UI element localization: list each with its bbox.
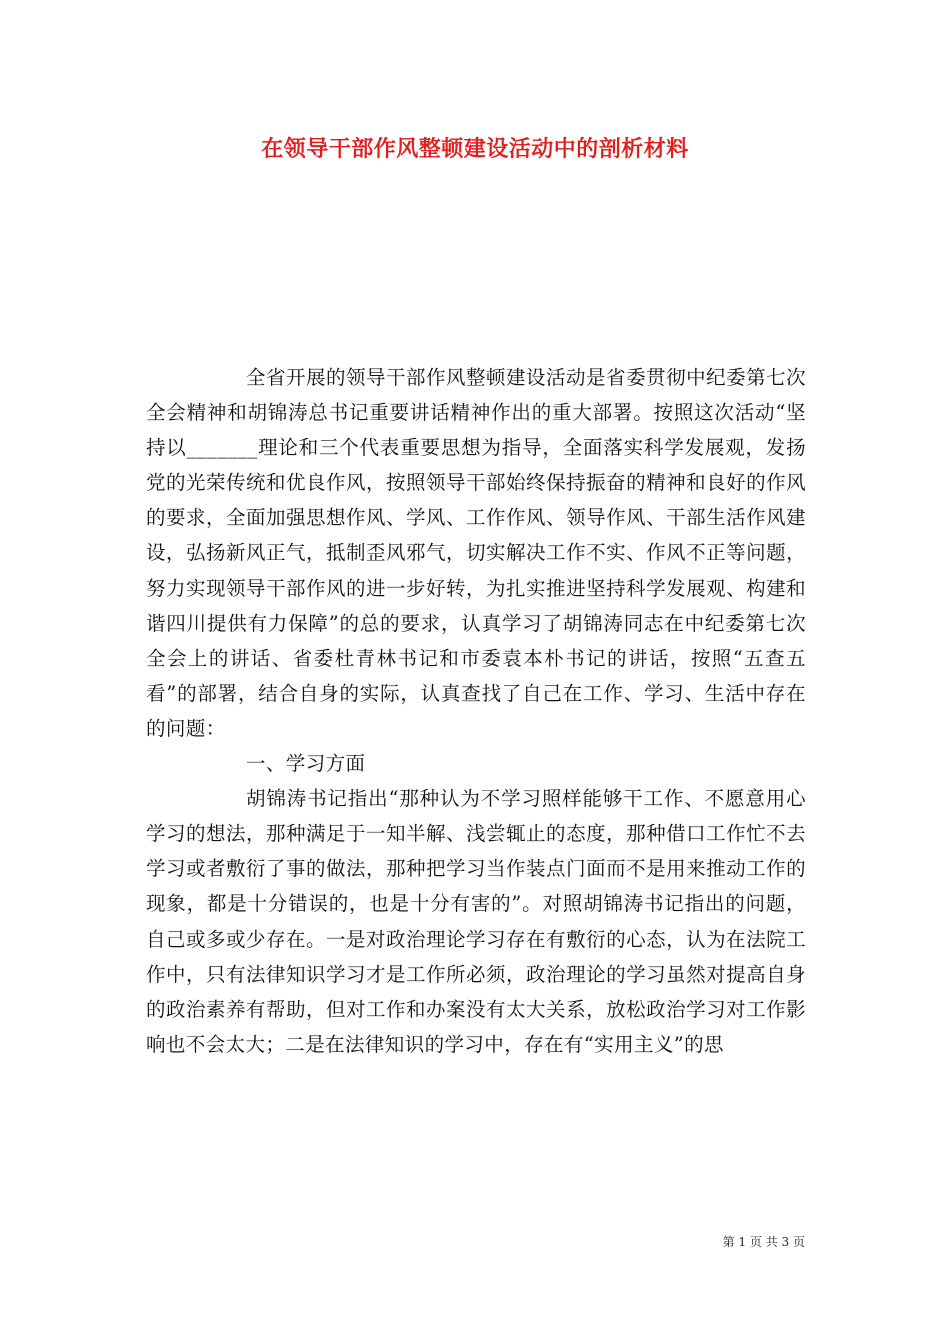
page-number: 第 1 页 共 3 页 [722,1235,805,1249]
study-paragraph: 胡锦涛书记指出“那种认为不学习照样能够干工作、不愿意用心学习的想法，那种满足于一知半解、浅尝辄止的态度，那种借口工作忙不去学习或者敷衍了事的做法，那种把学习当作装点门面而不是用来推动工作的现象，都是十分错误的，也是十分有害的”。对照胡锦涛书记指出的问题，自己或多或少存在。一是对政治理论学习存在有敷衍的心态，认为在法院工作中，只有法律知识学习才是工作所必须，政治理论的学习虽然对提高自身的政治素养有帮助，但对工作和办案没有太大关系，放松政治学习对工作影响也不会太大；二是在法律知识的学习中，存在有“实用主义”的思 [146,787,806,1056]
intro-paragraph: 全省开展的领导干部作风整顿建设活动是省委贯彻中纪委第七次全会精神和胡锦涛总书记重要讲话精神作出的重大部署。按照这次活动“坚持以_______理论和三个代表重要思想为指导，全面落实科学发展观，发扬党的光荣传统和优良作风，按照领导干部始终保持振奋的精神和良好的作风的要求，全面加强思想作风、学风、工作作风、领导作风、干部生活作风建设，弘扬新风正气，抵制歪风邪气，切实解决工作不实、作风不正等问题，努力实现领导干部作风的进一步好转，为扎实推进坚持科学发展观、构建和谐四川提供有力保障”的总的要求，认真学习了胡锦涛同志在中纪委第七次全会上的讲话、省委杜青林书记和市委袁本朴书记的讲话，按照“五查五看”的部署，结合自身的实际，认真查找了自己在工作、学习、生活中存在的问题： [146,366,806,740]
document-body [146,360,806,1062]
section-heading-study: 一、学习方面 [246,752,366,776]
document-title: 在领导干部作风整顿建设活动中的剖析材料 [261,136,689,162]
